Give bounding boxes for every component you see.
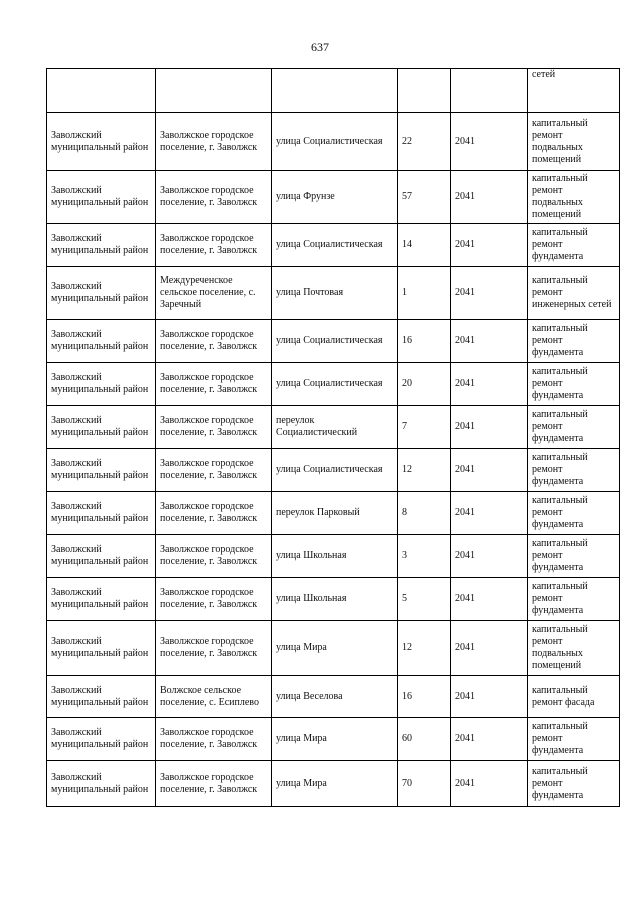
house-number-cell: 7	[398, 406, 451, 449]
street-cell: улица Социалистическая	[272, 224, 398, 267]
table-row	[47, 676, 620, 718]
house-number-cell: 12	[398, 621, 451, 676]
work-type-cell: капитальный ремонт подвальных помещений	[528, 113, 620, 171]
table-row	[47, 578, 620, 621]
settlement-cell: Заволжское городское поселение, г. Заволжск	[156, 224, 272, 267]
settlement-cell: Заволжское городское поселение, г. Заволжск	[156, 449, 272, 492]
work-type-cell: капитальный ремонт фундамента	[528, 535, 620, 578]
settlement-cell: Междуреченское сельское поселение, с. Заречный	[156, 267, 272, 320]
settlement-cell	[156, 69, 272, 113]
year-cell: 2041	[451, 449, 528, 492]
street-cell: улица Социалистическая	[272, 363, 398, 406]
table-row	[47, 718, 620, 761]
year-cell: 2041	[451, 320, 528, 363]
street-cell: улица Социалистическая	[272, 113, 398, 171]
house-number-cell: 70	[398, 761, 451, 807]
house-number-cell: 57	[398, 171, 451, 224]
work-type-cell: капитальный ремонт подвальных помещений	[528, 171, 620, 224]
district-cell: Заволжский муниципальный район	[47, 406, 156, 449]
year-cell	[451, 69, 528, 113]
year-cell: 2041	[451, 363, 528, 406]
house-number-cell: 12	[398, 449, 451, 492]
district-cell: Заволжский муниципальный район	[47, 449, 156, 492]
year-cell: 2041	[451, 224, 528, 267]
table-row	[47, 363, 620, 406]
table-row	[47, 224, 620, 267]
street-cell: переулок Социалистический	[272, 406, 398, 449]
district-cell: Заволжский муниципальный район	[47, 535, 156, 578]
settlement-cell: Волжское сельское поселение, с. Есиплево	[156, 676, 272, 718]
year-cell: 2041	[451, 267, 528, 320]
house-number-cell: 1	[398, 267, 451, 320]
table-body	[47, 69, 620, 807]
street-cell: улица Фрунзе	[272, 171, 398, 224]
street-cell: улица Социалистическая	[272, 449, 398, 492]
year-cell: 2041	[451, 406, 528, 449]
street-cell: улица Школьная	[272, 535, 398, 578]
work-type-cell: капитальный ремонт фасада	[528, 676, 620, 718]
house-number-cell: 14	[398, 224, 451, 267]
table-row	[47, 492, 620, 535]
year-cell: 2041	[451, 578, 528, 621]
district-cell: Заволжский муниципальный район	[47, 363, 156, 406]
district-cell: Заволжский муниципальный район	[47, 718, 156, 761]
street-cell	[272, 69, 398, 113]
table-row	[47, 449, 620, 492]
street-cell: улица Мира	[272, 718, 398, 761]
settlement-cell: Заволжское городское поселение, г. Заволжск	[156, 718, 272, 761]
district-cell: Заволжский муниципальный район	[47, 578, 156, 621]
district-cell: Заволжский муниципальный район	[47, 492, 156, 535]
year-cell: 2041	[451, 718, 528, 761]
house-number-cell: 5	[398, 578, 451, 621]
year-cell: 2041	[451, 492, 528, 535]
year-cell: 2041	[451, 171, 528, 224]
continued-row	[47, 69, 620, 113]
street-cell: улица Школьная	[272, 578, 398, 621]
table-row	[47, 171, 620, 224]
work-type-cell: сетей	[528, 69, 620, 113]
district-cell: Заволжский муниципальный район	[47, 761, 156, 807]
work-type-cell: капитальный ремонт фундамента	[528, 224, 620, 267]
district-cell: Заволжский муниципальный район	[47, 676, 156, 718]
settlement-cell: Заволжское городское поселение, г. Заволжск	[156, 171, 272, 224]
work-type-cell: капитальный ремонт фундамента	[528, 718, 620, 761]
settlement-cell: Заволжское городское поселение, г. Заволжск	[156, 535, 272, 578]
district-cell	[47, 69, 156, 113]
district-cell: Заволжский муниципальный район	[47, 320, 156, 363]
street-cell: улица Веселова	[272, 676, 398, 718]
repair-schedule-table	[46, 68, 620, 807]
year-cell: 2041	[451, 761, 528, 807]
table-row	[47, 535, 620, 578]
year-cell: 2041	[451, 113, 528, 171]
work-type-cell: капитальный ремонт фундамента	[528, 406, 620, 449]
year-cell: 2041	[451, 535, 528, 578]
work-type-cell: капитальный ремонт фундамента	[528, 492, 620, 535]
street-cell: улица Мира	[272, 761, 398, 807]
house-number-cell: 22	[398, 113, 451, 171]
settlement-cell: Заволжское городское поселение, г. Заволжск	[156, 320, 272, 363]
work-type-cell: капитальный ремонт фундамента	[528, 761, 620, 807]
work-type-cell: капитальный ремонт фундамента	[528, 363, 620, 406]
table-row	[47, 621, 620, 676]
settlement-cell: Заволжское городское поселение, г. Заволжск	[156, 621, 272, 676]
district-cell: Заволжский муниципальный район	[47, 113, 156, 171]
district-cell: Заволжский муниципальный район	[47, 621, 156, 676]
settlement-cell: Заволжское городское поселение, г. Заволжск	[156, 578, 272, 621]
street-cell: улица Мира	[272, 621, 398, 676]
house-number-cell: 8	[398, 492, 451, 535]
year-cell: 2041	[451, 676, 528, 718]
district-cell: Заволжский муниципальный район	[47, 171, 156, 224]
settlement-cell: Заволжское городское поселение, г. Заволжск	[156, 761, 272, 807]
house-number-cell: 60	[398, 718, 451, 761]
table-row	[47, 113, 620, 171]
work-type-cell: капитальный ремонт фундамента	[528, 578, 620, 621]
page-number: 637	[311, 40, 329, 54]
house-number-cell: 20	[398, 363, 451, 406]
settlement-cell: Заволжское городское поселение, г. Заволжск	[156, 492, 272, 535]
work-type-cell: капитальный ремонт инженерных сетей	[528, 267, 620, 320]
table-row	[47, 761, 620, 807]
settlement-cell: Заволжское городское поселение, г. Заволжск	[156, 363, 272, 406]
settlement-cell: Заволжское городское поселение, г. Заволжск	[156, 113, 272, 171]
table-row	[47, 406, 620, 449]
house-number-cell: 16	[398, 320, 451, 363]
district-cell: Заволжский муниципальный район	[47, 267, 156, 320]
street-cell: переулок Парковый	[272, 492, 398, 535]
house-number-cell: 16	[398, 676, 451, 718]
house-number-cell	[398, 69, 451, 113]
work-type-cell: капитальный ремонт подвальных помещений	[528, 621, 620, 676]
table-row	[47, 267, 620, 320]
work-type-cell: капитальный ремонт фундамента	[528, 320, 620, 363]
house-number-cell: 3	[398, 535, 451, 578]
year-cell: 2041	[451, 621, 528, 676]
settlement-cell: Заволжское городское поселение, г. Заволжск	[156, 406, 272, 449]
work-type-cell: капитальный ремонт фундамента	[528, 449, 620, 492]
district-cell: Заволжский муниципальный район	[47, 224, 156, 267]
street-cell: улица Социалистическая	[272, 320, 398, 363]
table-row	[47, 320, 620, 363]
street-cell: улица Почтовая	[272, 267, 398, 320]
